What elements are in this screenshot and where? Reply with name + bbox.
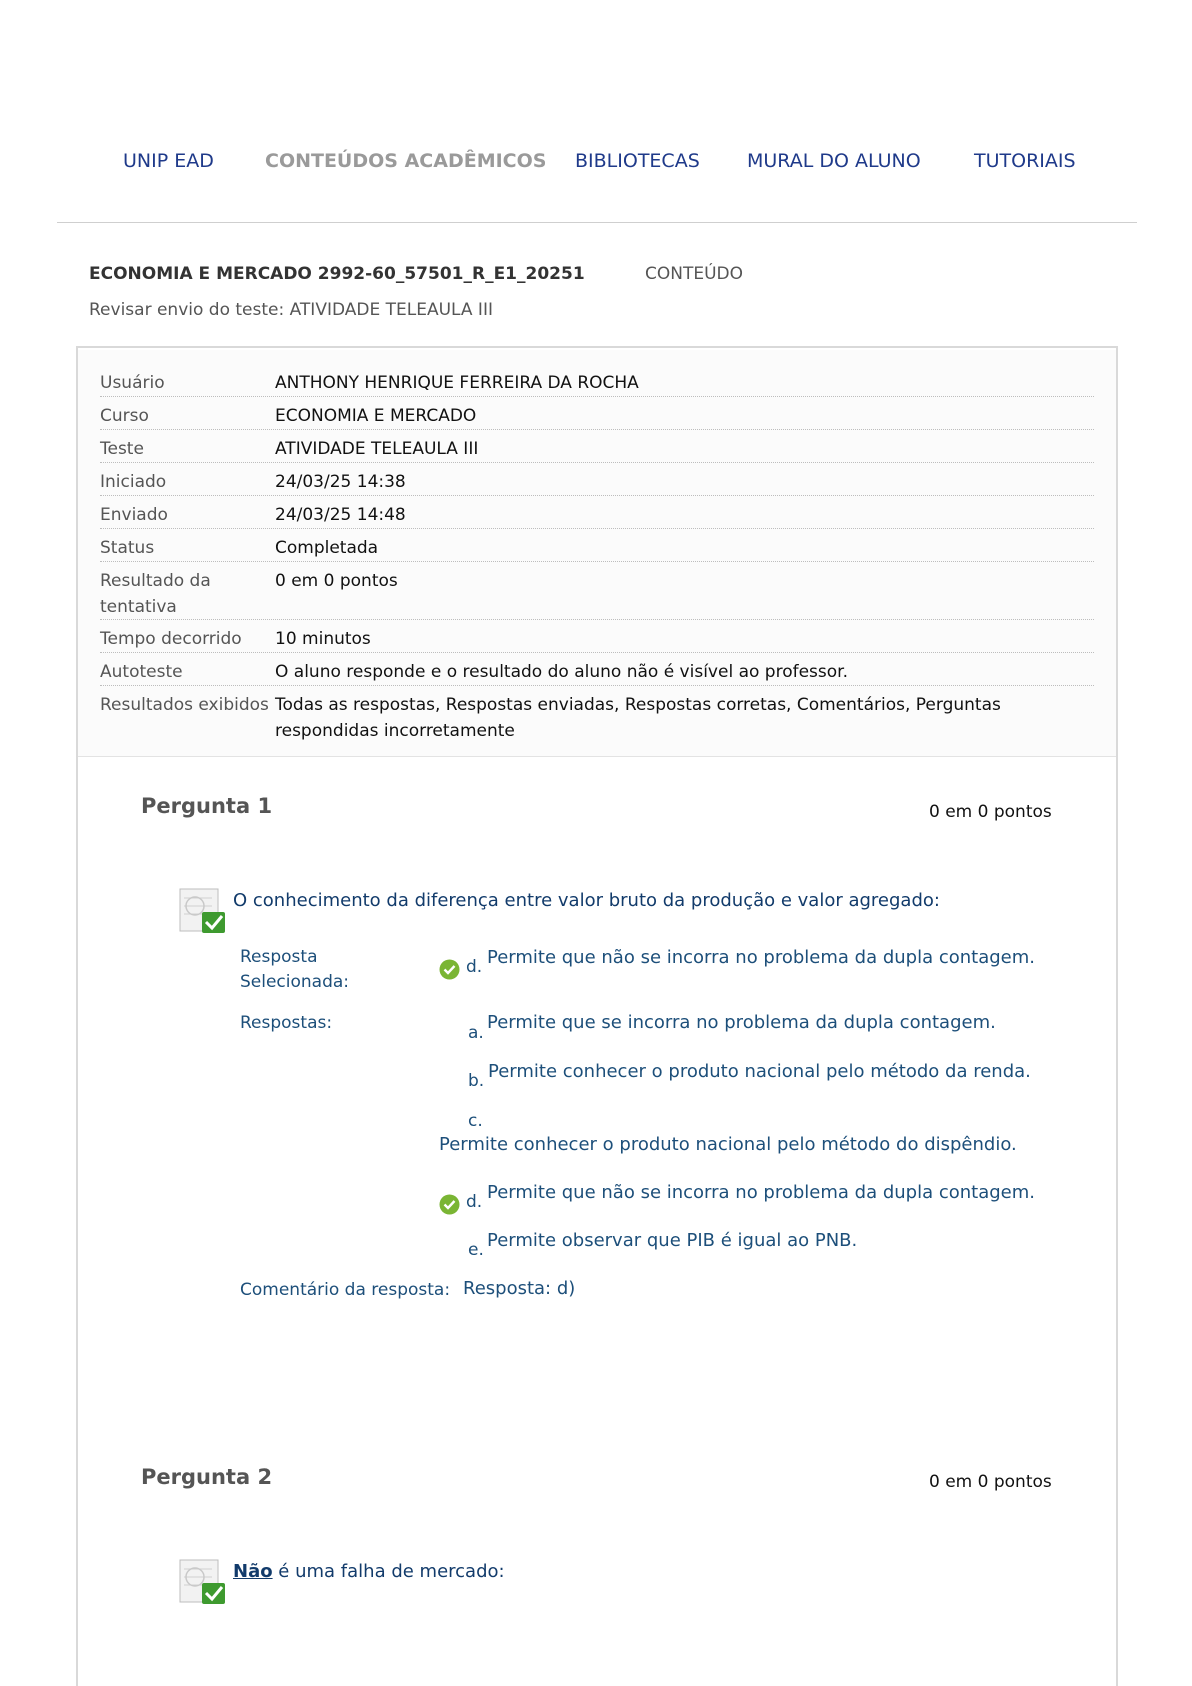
- nav-conteudos-academicos[interactable]: CONTEÚDOS ACADÊMICOS: [265, 150, 547, 172]
- answers-label: Respostas:: [240, 1013, 333, 1033]
- summary-row: [100, 562, 1094, 620]
- summary-value: 0 em 0 pontos: [275, 571, 398, 591]
- summary-row: [100, 620, 1094, 653]
- summary-key: Autoteste: [100, 662, 183, 682]
- summary-row: [100, 653, 1094, 686]
- summary-key: Iniciado: [100, 472, 167, 492]
- summary-value: 24/03/25 14:48: [275, 505, 406, 525]
- summary-key: Tempo decorrido: [100, 629, 242, 649]
- answer-text: Permite conhecer o produto nacional pelo método da renda.: [488, 1061, 1031, 1082]
- summary-row: [100, 364, 1094, 397]
- summary-value: ANTHONY HENRIQUE FERREIRA DA ROCHA: [275, 373, 639, 393]
- question-2-text-rest: é uma falha de mercado:: [272, 1561, 505, 1582]
- answer-comment: Resposta: d): [463, 1278, 576, 1299]
- question-1-title: Pergunta 1: [141, 794, 273, 818]
- answer-letter: d.: [466, 1192, 483, 1212]
- nav-tutoriais[interactable]: TUTORIAIS: [974, 150, 1076, 172]
- summary-key: Status: [100, 538, 155, 558]
- selected-answer-text: Permite que não se incorra no problema da dupla contagem.: [487, 947, 1036, 968]
- summary-key: Curso: [100, 406, 149, 426]
- summary-value: 24/03/25 14:38: [275, 472, 406, 492]
- question-2-text: [233, 1561, 505, 1582]
- nav-unip-ead[interactable]: UNIP EAD: [123, 150, 214, 172]
- attempt-summary-table: [78, 350, 1116, 757]
- page-title: Revisar envio do teste: ATIVIDADE TELEAULA III: [89, 300, 493, 320]
- answer-letter: b.: [468, 1071, 485, 1091]
- question-1-points: 0 em 0 pontos: [929, 802, 1052, 822]
- top-navigation: [0, 138, 1192, 188]
- graded-question-icon: [178, 886, 228, 936]
- question-2-points: 0 em 0 pontos: [929, 1472, 1052, 1492]
- summary-key: Usuário: [100, 373, 165, 393]
- question-2-emphasis: Não: [233, 1561, 273, 1582]
- graded-question-icon: [178, 1557, 228, 1607]
- summary-key: Teste: [100, 439, 144, 459]
- answer-letter: c.: [468, 1111, 483, 1131]
- question-1-text: O conhecimento da diferença entre valor bruto da produção e valor agregado:: [233, 890, 940, 911]
- summary-value: 10 minutos: [275, 629, 371, 649]
- summary-row: [100, 430, 1094, 463]
- summary-key: Resultado da tentativa: [100, 571, 211, 617]
- selected-answer-letter: d.: [466, 957, 483, 977]
- summary-row: [100, 686, 1094, 746]
- summary-row: [100, 397, 1094, 430]
- summary-row: [100, 529, 1094, 562]
- summary-key: Resultados exibidos: [100, 695, 269, 715]
- summary-value: Completada: [275, 538, 379, 558]
- summary-value: ATIVIDADE TELEAULA III: [275, 439, 479, 459]
- correct-check-icon: [439, 1194, 460, 1215]
- summary-row: [100, 463, 1094, 496]
- nav-divider: [57, 222, 1137, 223]
- selected-answer-label: Resposta Selecionada:: [240, 947, 350, 992]
- answer-text: Permite que se incorra no problema da dupla contagem.: [487, 1012, 996, 1033]
- comment-label: Comentário da resposta:: [240, 1280, 451, 1300]
- answer-letter: a.: [468, 1023, 484, 1043]
- nav-bibliotecas[interactable]: BIBLIOTECAS: [575, 150, 700, 172]
- answer-letter: e.: [468, 1240, 484, 1260]
- nav-mural-do-aluno[interactable]: MURAL DO ALUNO: [747, 150, 921, 172]
- content-breadcrumb[interactable]: CONTEÚDO: [645, 264, 744, 284]
- summary-value: O aluno responde e o resultado do aluno não é visível ao professor.: [275, 662, 848, 682]
- summary-row: [100, 496, 1094, 529]
- correct-check-icon: [439, 959, 460, 980]
- summary-value: ECONOMIA E MERCADO: [275, 406, 477, 426]
- summary-key: Enviado: [100, 505, 168, 525]
- answer-text: Permite observar que PIB é igual ao PNB.: [487, 1230, 858, 1251]
- course-breadcrumb[interactable]: ECONOMIA E MERCADO 2992-60_57501_R_E1_20251: [89, 264, 585, 284]
- answer-text: Permite conhecer o produto nacional pelo método do dispêndio.: [439, 1134, 1017, 1155]
- question-2-title: Pergunta 2: [141, 1465, 273, 1489]
- summary-value: Todas as respostas, Respostas enviadas, Respostas corretas, Comentários, Perguntas respondidas incorretamente: [275, 695, 1001, 741]
- answer-text: Permite que não se incorra no problema da dupla contagem.: [487, 1182, 1036, 1203]
